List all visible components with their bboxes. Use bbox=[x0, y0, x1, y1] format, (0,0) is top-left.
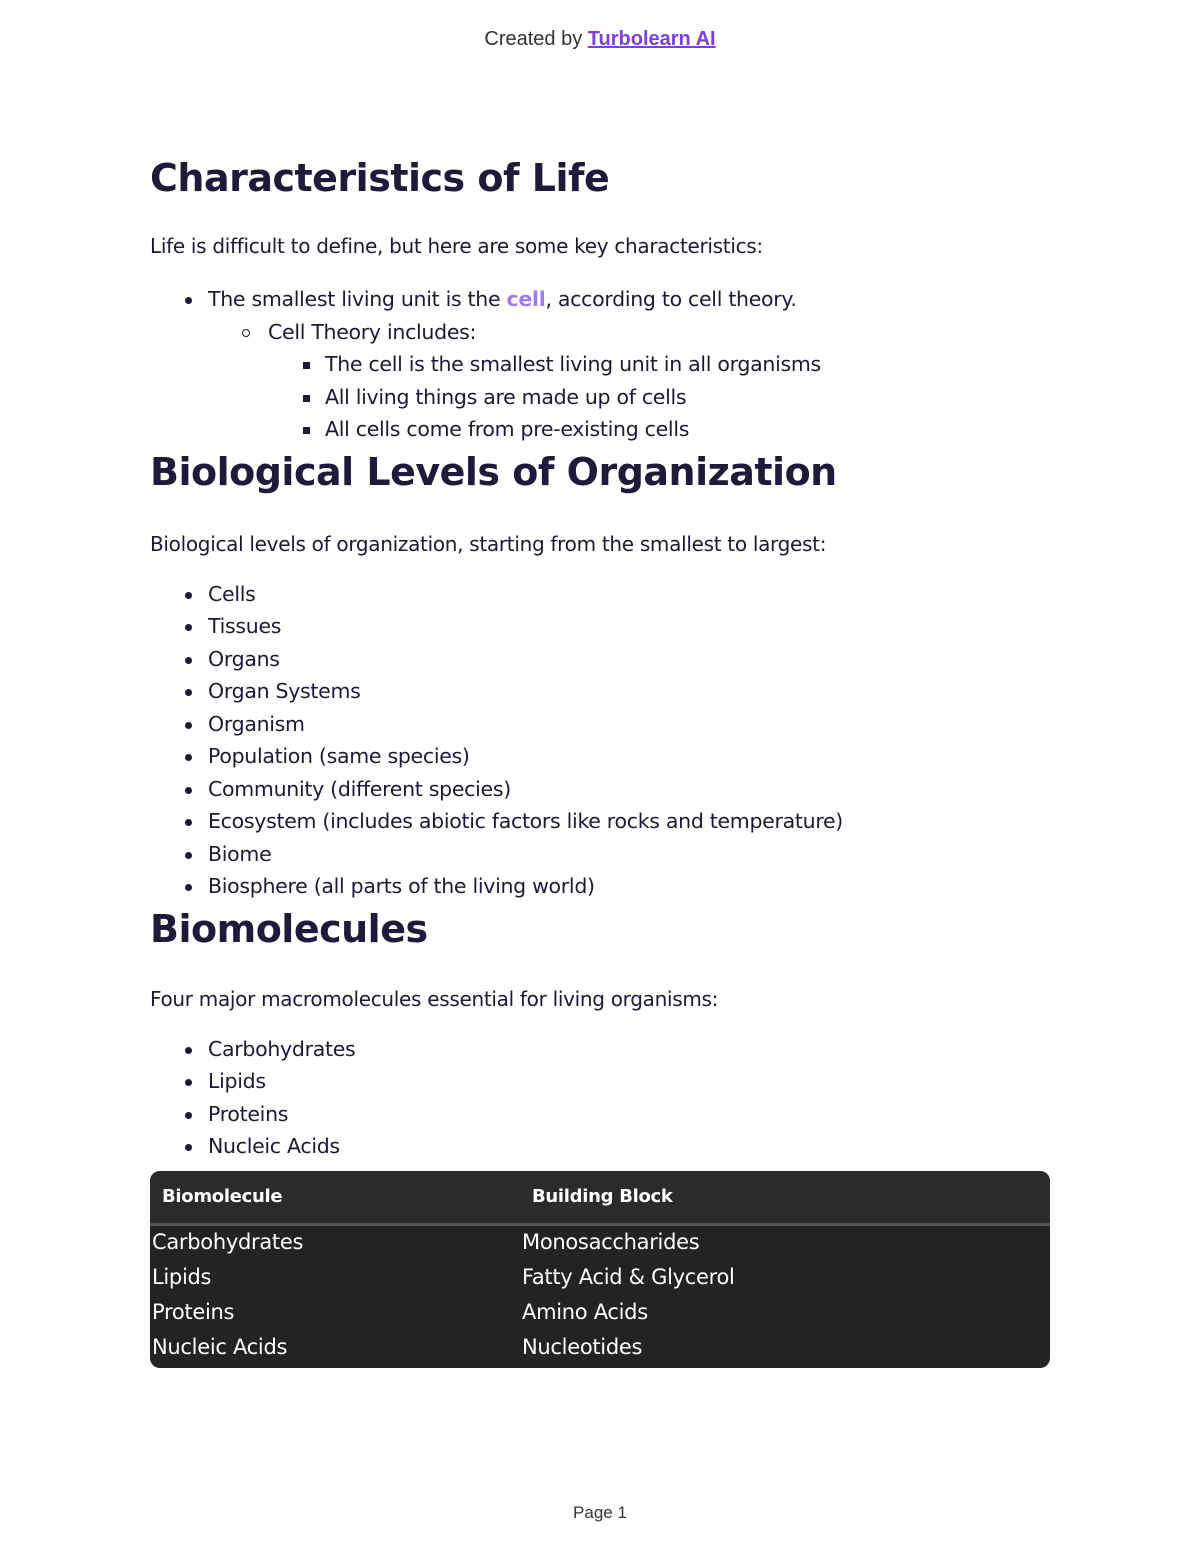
list-item: Carbohydrates bbox=[150, 1033, 1050, 1066]
table-cell: Fatty Acid & Glycerol bbox=[522, 1265, 735, 1289]
created-by-label: Created by bbox=[484, 28, 583, 50]
list-item: Population (same species) bbox=[150, 740, 1050, 773]
list-item: Nucleic Acids bbox=[150, 1130, 1050, 1163]
table-cell: Monosaccharides bbox=[522, 1230, 700, 1254]
list-item: The cell is the smallest living unit in all organisms bbox=[268, 348, 1050, 381]
table-row bbox=[150, 1331, 1050, 1366]
list-item: Biome bbox=[150, 838, 1050, 871]
turbolearn-link[interactable]: Turbolearn AI bbox=[587, 28, 716, 50]
section-intro-biomolecules: Four major macromolecules essential for living organisms: bbox=[150, 986, 719, 1011]
section-intro-characteristics: Life is difficult to define, but here are some key characteristics: bbox=[150, 234, 763, 258]
section-title-biomolecules: Biomolecules bbox=[150, 906, 428, 951]
cell-theory-list bbox=[208, 316, 1050, 446]
list-item-text-after: , according to cell theory. bbox=[545, 287, 797, 311]
table-cell: Lipids bbox=[152, 1265, 212, 1289]
list-item: Tissues bbox=[150, 610, 1050, 643]
table-row bbox=[150, 1261, 1050, 1296]
list-item: Organism bbox=[150, 708, 1050, 741]
page-number: Page 1 bbox=[573, 1503, 627, 1522]
list-item: Biosphere (all parts of the living world) bbox=[150, 870, 1050, 903]
list-item-text-before: The smallest living unit is the bbox=[208, 287, 501, 311]
table-row bbox=[150, 1296, 1050, 1331]
document-content bbox=[150, 150, 1050, 1163]
characteristics-list bbox=[150, 283, 1050, 446]
section-intro-levels: Biological levels of organization, starting from the smallest to largest: bbox=[150, 531, 827, 556]
section-title-characteristics: Characteristics of Life bbox=[150, 156, 610, 200]
table-cell: Proteins bbox=[152, 1300, 235, 1324]
column-header-biomolecule: Biomolecule bbox=[162, 1186, 283, 1207]
list-item: Proteins bbox=[150, 1098, 1050, 1131]
section-title-levels: Biological Levels of Organization bbox=[150, 449, 837, 494]
table-cell: Nucleotides bbox=[522, 1335, 643, 1359]
list-item: Cells bbox=[150, 578, 1050, 611]
list-item: All cells come from pre-existing cells bbox=[268, 413, 1050, 446]
table-row bbox=[150, 1226, 1050, 1261]
list-item: Ecosystem (includes abiotic factors like rocks and temperature) bbox=[150, 805, 1050, 838]
table-cell: Amino Acids bbox=[522, 1300, 648, 1324]
levels-list bbox=[150, 578, 1050, 903]
biomolecules-list bbox=[150, 1033, 1050, 1163]
list-item: All living things are made up of cells bbox=[268, 381, 1050, 414]
list-item: Lipids bbox=[150, 1065, 1050, 1098]
table-header bbox=[150, 1171, 1050, 1226]
table-cell: Nucleic Acids bbox=[152, 1335, 288, 1359]
list-item: Organs bbox=[150, 643, 1050, 676]
list-item-text: Cell Theory includes: bbox=[268, 319, 477, 344]
list-item: Organ Systems bbox=[150, 675, 1050, 708]
table-cell: Carbohydrates bbox=[152, 1230, 304, 1254]
list-item: Community (different species) bbox=[150, 773, 1050, 806]
list-item bbox=[208, 316, 1050, 446]
page-header bbox=[0, 28, 1200, 51]
list-item bbox=[150, 283, 1050, 446]
column-header-building-block: Building Block bbox=[532, 1186, 673, 1207]
cell-keyword: cell bbox=[506, 287, 546, 311]
cell-theory-principles bbox=[268, 348, 1050, 446]
biomolecule-table bbox=[150, 1171, 1050, 1368]
